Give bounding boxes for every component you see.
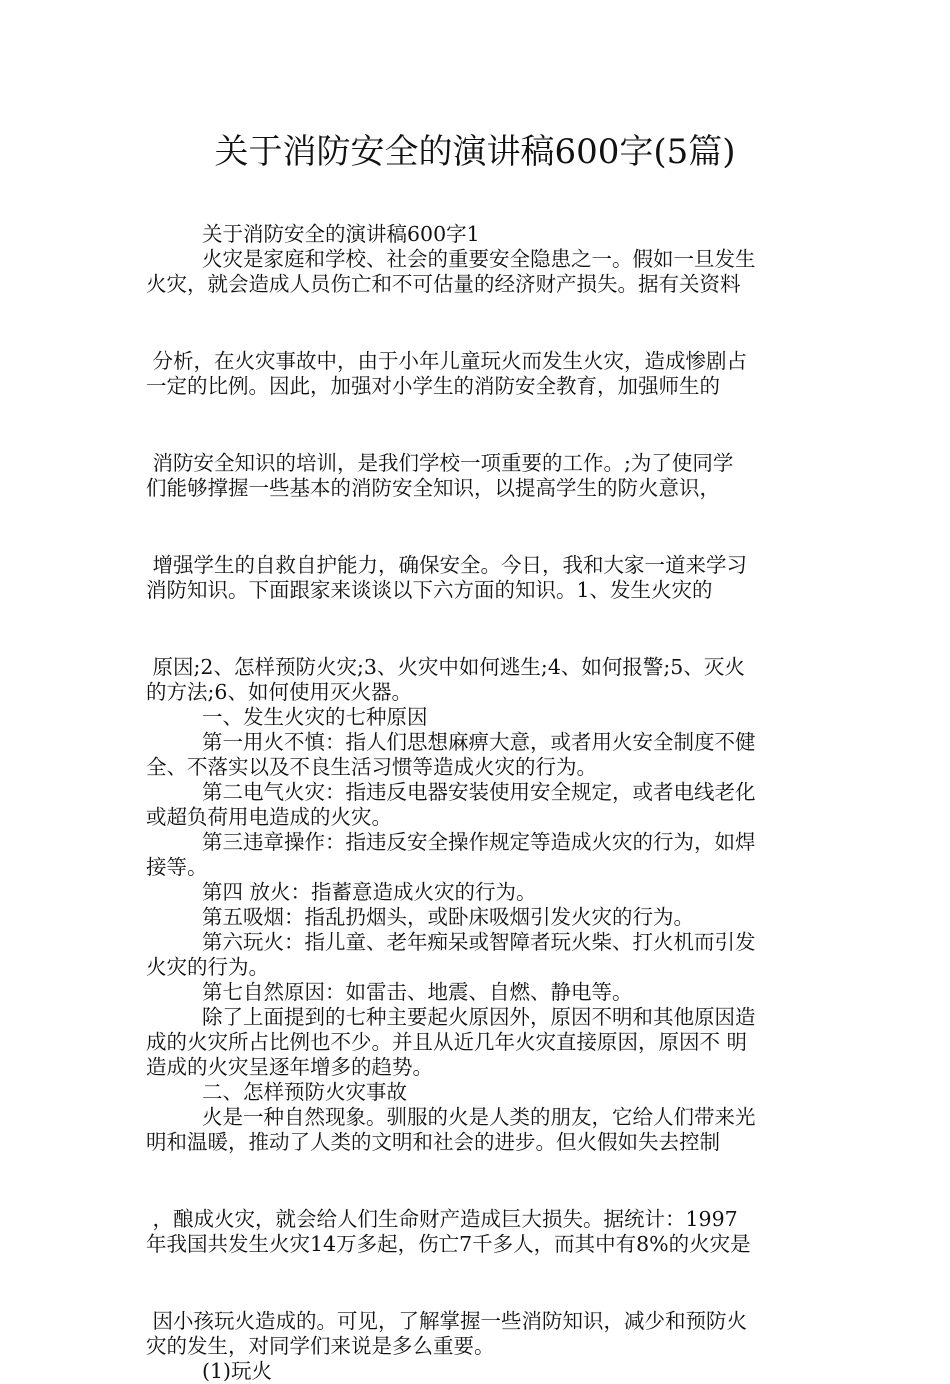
paragraph-line: 因小孩玩火造成的。可见，了解掌握一些消防知识，减少和预防火	[146, 1309, 748, 1333]
paragraph-line: 们能够撑握一些基本的消防安全知识，以提高学生的防火意识，	[146, 476, 720, 500]
paragraph-line: 第四 放火：指蓄意造成火灾的行为。	[202, 880, 537, 904]
line-gap	[146, 1257, 812, 1309]
paragraph-line: ，酿成火灾，就会给人们生命财产造成巨大损失。据统计：1997	[146, 1207, 738, 1231]
paragraph-line: 灾的发生，对同学们来说是多么重要。	[146, 1334, 495, 1358]
line-gap	[146, 501, 812, 553]
line-gap	[146, 399, 812, 451]
paragraph-line: 火灾，就会造成人员伤亡和不可估量的经济财产损失。据有关资料	[146, 272, 741, 296]
paragraph-line: 明和温暖，推动了人类的文明和社会的进步。但火假如失去控制	[146, 1130, 720, 1154]
paragraph-line: 消防安全知识的培训，是我们学校一项重要的工作。;为了使同学	[146, 451, 734, 475]
paragraph-line: 全、不落实以及不良生活习惯等造成火灾的行为。	[146, 755, 597, 779]
document-body	[146, 222, 812, 1384]
paragraph-line: 火灾是家庭和学校、社会的重要安全隐患之一。假如一旦发生	[202, 247, 756, 271]
paragraph-line: 接等。	[146, 855, 208, 879]
paragraph-line: 除了上面提到的七种主要起火原因外，原因不明和其他原因造	[202, 1005, 756, 1029]
paragraph-line: 第七自然原因：如雷击、地震、自燃、静电等。	[202, 980, 633, 1004]
paragraph-line: 火灾的行为。	[146, 955, 269, 979]
paragraph-line: 第一用火不慎：指人们思想麻痹大意，或者用火安全制度不健	[202, 730, 756, 754]
paragraph-line: 消防知识。下面跟家来谈谈以下六方面的知识。1、发生火灾的	[146, 578, 713, 602]
paragraph-line: 第二电气火灾：指违反电器安装使用安全规定，或者电线老化	[202, 780, 756, 804]
paragraph-line: 第五吸烟：指乱扔烟头，或卧床吸烟引发火灾的行为。	[202, 905, 694, 929]
section-heading: 一、发生火灾的七种原因	[202, 705, 428, 729]
line-gap	[146, 297, 812, 349]
paragraph-line: 增强学生的自救自护能力，确保安全。今日，我和大家一道来学习	[146, 553, 748, 577]
paragraph-line: 原因;2、怎样预防火灾;3、火灾中如何逃生;4、如何报警;5、灭火	[146, 655, 745, 679]
section-heading: 二、怎样预防火灾事故	[202, 1080, 407, 1104]
paragraph-line: 第三违章操作：指违反安全操作规定等造成火灾的行为，如焊	[202, 830, 756, 854]
paragraph-line: 年我国共发生火灾14万多起，伤亡7千多人，而其中有8%的火灾是	[146, 1232, 751, 1256]
document-title: 关于消防安全的演讲稿600字(5篇)	[214, 132, 736, 172]
paragraph-line: 火是一种自然现象。驯服的火是人类的朋友，它给人们带来光	[202, 1105, 756, 1129]
paragraph-line: 第六玩火：指儿童、老年痴呆或智障者玩火柴、打火机而引发	[202, 930, 756, 954]
paragraph-line: 的方法;6、如何使用灭火器。	[146, 680, 412, 704]
line-gap	[146, 603, 812, 655]
subtitle-line: 关于消防安全的演讲稿600字1	[202, 222, 480, 246]
paragraph-line: 造成的火灾呈逐年增多的趋势。	[146, 1055, 433, 1079]
paragraph-line: 成的火灾所占比例也不少。并且从近几年火灾直接原因，原因不 明	[146, 1030, 748, 1054]
paragraph-line: 分析，在火灾事故中，由于小年儿童玩火而发生火灾，造成惨剧占	[146, 349, 748, 373]
paragraph-line: 一定的比例。因此，加强对小学生的消防安全教育，加强师生的	[146, 374, 720, 398]
paragraph-line: 或超负荷用电造成的火灾。	[146, 805, 392, 829]
line-gap	[146, 1155, 812, 1207]
sub-heading: (1)玩火	[202, 1359, 273, 1383]
